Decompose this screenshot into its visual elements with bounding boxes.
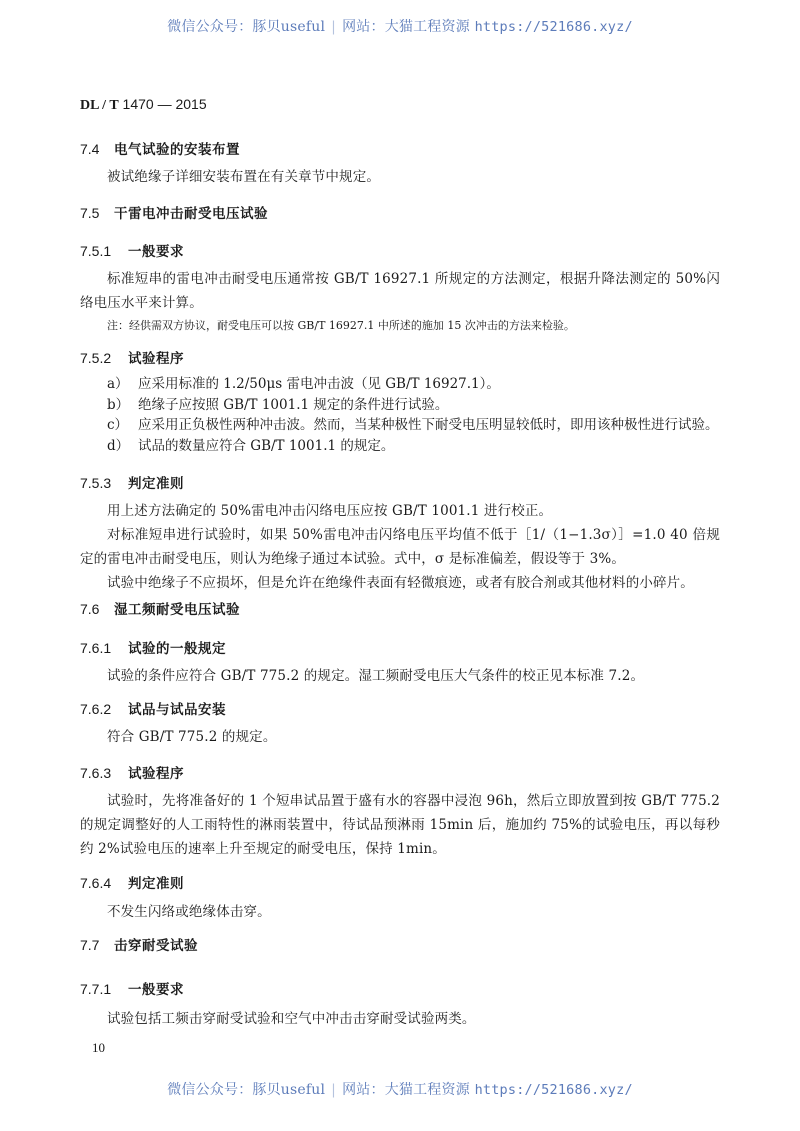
watermark-url: https://521686.xyz/: [474, 1082, 633, 1098]
section-title: 电气试验的安装布置: [114, 142, 240, 158]
section-heading-7-6: [80, 600, 720, 619]
section-body-7-6-2: 符合 GB/T 775.2 的规定。: [107, 729, 277, 745]
section-title: 试验程序: [128, 351, 184, 367]
section-number: 7.7.1: [80, 981, 112, 997]
watermark-separator: |: [331, 19, 337, 35]
section-title: 一般要求: [128, 244, 184, 260]
watermark-url: https://521686.xyz/: [474, 19, 633, 35]
section-heading-7-6-3: [80, 764, 720, 783]
section-title: 判定准则: [128, 476, 184, 492]
section-number: 7.6: [80, 601, 100, 617]
section-heading-7-6-2: [80, 700, 720, 719]
section-body-7-7-1: 试验包括工频击穿耐受试验和空气中冲击击穿耐受试验两类。: [107, 1011, 476, 1027]
section-number: 7.5.2: [80, 350, 112, 366]
section-heading-7-6-4: [80, 874, 720, 893]
section-number: 7.5.3: [80, 475, 112, 491]
section-title: 试验程序: [128, 766, 184, 782]
section-heading-7-7: [80, 936, 720, 955]
list-text: 应采用正负极性两种冲击波。然而，当某种极性下耐受电压明显较低时，即用该种极性进行试验。: [138, 417, 719, 433]
section-heading-7-5-2: [80, 349, 720, 368]
section-body-7-4: 被试绝缘子详细安装布置在有关章节中规定。: [107, 169, 380, 185]
list-marker: b）: [107, 396, 130, 413]
list-item-d: [80, 436, 720, 457]
list-text: 试品的数量应符合 GB/T 1001.1 的规定。: [138, 437, 395, 454]
note-7-5-1: 注：经供需双方协议，耐受电压可以按 GB/T 16927.1 中所述的施加 15 次冲击的方法来检验。: [107, 319, 575, 332]
section-number: 7.6.1: [80, 640, 112, 656]
section-title: 击穿耐受试验: [114, 938, 198, 954]
list-marker: c）: [107, 417, 129, 433]
list-item-a: [80, 374, 720, 395]
paragraph: 对标准短串进行试验时，如果 50%雷电冲击闪络电压平均值不低于［1/（1−1.3σ）］=1.0 40 倍规定的雷电冲击耐受电压，则认为绝缘子通过本试验。式中，σ 是标准偏差，假设等于 3%。: [80, 527, 720, 567]
section-title: 判定准则: [128, 876, 184, 892]
section-title: 试品与试品安装: [128, 702, 226, 718]
section-body-7-6-1: 试验的条件应符合 GB/T 775.2 的规定。湿工频耐受电压大气条件的校正见本标准 7.2。: [107, 668, 645, 684]
list-item-b: [80, 395, 720, 416]
section-number: 7.5.1: [80, 243, 112, 259]
watermark-separator: |: [331, 1082, 337, 1098]
procedure-list-7-5-2: [80, 374, 720, 456]
section-body-7-6-4: 不发生闪络或绝缘体击穿。: [107, 904, 271, 920]
section-heading-7-4: [80, 140, 720, 159]
list-text: 绝缘子应按照 GB/T 1001.1 规定的条件进行试验。: [138, 396, 449, 413]
section-heading-7-5-3: [80, 474, 720, 493]
section-title: 湿工频耐受电压试验: [114, 602, 240, 618]
section-body-7-5-1: 标准短串的雷电冲击耐受电压通常按 GB/T 16927.1 所规定的方法测定，根据升降法测定的 50%闪络电压水平来计算。: [80, 271, 720, 311]
section-heading-7-5-1: [80, 242, 720, 261]
section-heading-7-5: [80, 204, 720, 223]
paragraph: 试验中绝缘子不应损坏，但是允许在绝缘件表面有轻微痕迹，或者有胶合剂或其他材料的小碎片。: [107, 575, 694, 591]
list-marker: d）: [107, 437, 130, 454]
section-body-7-6-3: 试验时，先将准备好的 1 个短串试品置于盛有水的容器中浸泡 96h，然后立即放置到按 GB/T 775.2 的规定调整好的人工雨特性的淋雨装置中，待试品预淋雨 15min 后，施加约 75%的试验电压，再以每秒约 2%试验电压的速率上升至规定的耐受电压，保持 1min。: [80, 793, 720, 857]
section-title: 试验的一般规定: [128, 641, 226, 657]
list-marker: a）: [107, 376, 129, 392]
section-title: 一般要求: [128, 982, 184, 998]
watermark-wechat: 微信公众号：豚贝useful: [167, 1082, 326, 1098]
watermark-top: [0, 16, 800, 36]
watermark-bottom: [0, 1079, 800, 1099]
section-number: 7.6.3: [80, 765, 112, 781]
list-text: 应采用标准的 1.2/50μs 雷电冲击波（见 GB/T 16927.1）。: [138, 376, 500, 392]
watermark-wechat: 微信公众号：豚贝useful: [167, 19, 326, 35]
section-heading-7-6-1: [80, 639, 720, 658]
section-body-7-5-3: [80, 499, 720, 595]
section-number: 7.6.4: [80, 875, 112, 891]
document-code-prefix: DL / T: [80, 98, 119, 113]
section-number: 7.6.2: [80, 701, 112, 717]
watermark-site: 网站：大猫工程资源: [342, 1082, 470, 1098]
section-number: 7.7: [80, 937, 100, 953]
section-title: 干雷电冲击耐受电压试验: [114, 206, 268, 222]
document-code: [80, 96, 207, 114]
list-item-c: [80, 415, 720, 436]
section-number: 7.5: [80, 205, 100, 221]
document-code-number: 1470 — 2015: [118, 96, 207, 112]
section-heading-7-7-1: [80, 980, 720, 999]
watermark-site: 网站：大猫工程资源: [342, 19, 470, 35]
page-number: 10: [92, 1040, 105, 1055]
paragraph: 用上述方法确定的 50%雷电冲击闪络电压应按 GB/T 1001.1 进行校正。: [107, 503, 553, 519]
section-number: 7.4: [80, 141, 100, 157]
